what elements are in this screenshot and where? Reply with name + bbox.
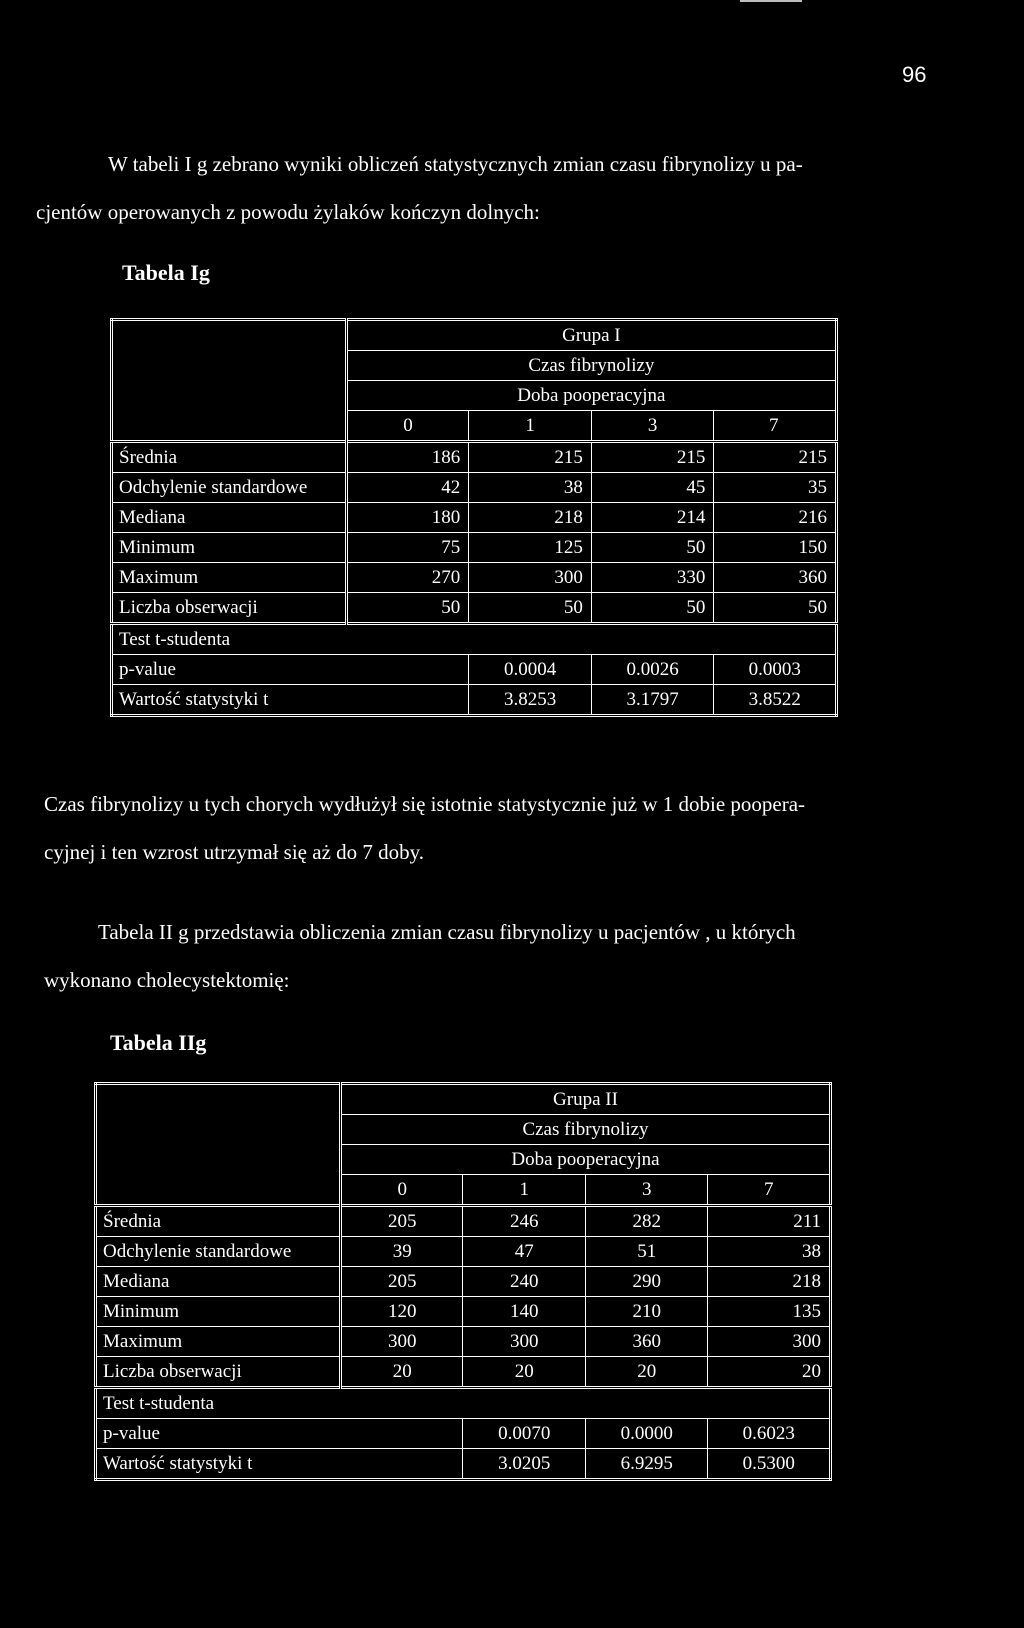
table-cell: 51 (585, 1237, 707, 1267)
table-row (96, 1267, 831, 1297)
table-cell: 215 (469, 442, 592, 473)
table1-group: Grupa I (346, 320, 836, 351)
intro-line-1: W tabeli I g zebrano wyniki obliczeń statystycznych zmian czasu fibrynolizy u pa- (108, 152, 803, 176)
conclusion-line-1: Czas fibrynolizy u tych chorych wydłużył się istotnie statystycznie już w 1 dobie poopera- (44, 792, 806, 816)
table-cell: 282 (585, 1206, 707, 1237)
intro-line-2: cjentów operowanych z powodu żylaków kończyn dolnych: (36, 200, 540, 224)
table-row (96, 1237, 831, 1267)
table-cell: 0.5300 (708, 1449, 831, 1480)
table2-day-header: 3 (585, 1175, 707, 1206)
table-cell: 205 (340, 1267, 462, 1297)
table-cell: 218 (708, 1267, 831, 1297)
table-cell: 186 (346, 442, 469, 473)
table2-day-header: 7 (708, 1175, 831, 1206)
table-row (96, 1206, 831, 1237)
table1-period: Doba pooperacyjna (346, 381, 836, 411)
table-cell: 215 (591, 442, 714, 473)
table-row (112, 503, 837, 533)
table-cell: 50 (469, 593, 592, 624)
table-cell: 39 (340, 1237, 462, 1267)
table-cell: 246 (463, 1206, 585, 1237)
table1-day-header: 0 (346, 411, 469, 442)
table-cell: 270 (346, 563, 469, 593)
table-cell: 38 (708, 1237, 831, 1267)
row-label: Maximum (96, 1327, 341, 1357)
table-cell: 3.8253 (469, 685, 592, 716)
table-cell: 120 (340, 1297, 462, 1327)
table-cell: 214 (591, 503, 714, 533)
table-cell: 0.0026 (591, 655, 714, 685)
table-cell: 215 (714, 442, 837, 473)
table1 (110, 318, 838, 717)
table-cell: 0.0000 (585, 1419, 707, 1449)
table2-group: Grupa II (340, 1084, 830, 1115)
table-cell: 125 (469, 533, 592, 563)
table-row (112, 563, 837, 593)
table-cell: 300 (708, 1327, 831, 1357)
table-row (96, 1297, 831, 1327)
table-cell: 205 (340, 1206, 462, 1237)
table-cell: 6.9295 (585, 1449, 707, 1480)
table1-corner-cell (112, 320, 347, 442)
table-cell: 218 (469, 503, 592, 533)
table-cell: 210 (585, 1297, 707, 1327)
table-cell: 0.0003 (714, 655, 837, 685)
tstat-label: Wartość statystyki t (96, 1449, 463, 1480)
conclusion-paragraph (44, 780, 944, 876)
table-cell: 50 (346, 593, 469, 624)
table2-corner-cell (96, 1084, 341, 1206)
top-rule (740, 0, 802, 2)
table-cell: 150 (714, 533, 837, 563)
table-row (112, 533, 837, 563)
table-cell: 20 (708, 1357, 831, 1388)
table2 (94, 1082, 832, 1481)
table2-day-header: 1 (463, 1175, 585, 1206)
row-label: Średnia (112, 442, 347, 473)
table-cell: 45 (591, 473, 714, 503)
page-number: 96 (902, 62, 927, 87)
table-row (96, 1357, 831, 1388)
table2-day-header: 0 (340, 1175, 462, 1206)
table-cell: 50 (714, 593, 837, 624)
table-row (112, 624, 837, 655)
intro2-line-1: Tabela II g przedstawia obliczenia zmian czasu fibrynolizy u pacjentów , u których (98, 920, 796, 944)
table-cell: 140 (463, 1297, 585, 1327)
pvalue-label: p-value (96, 1419, 463, 1449)
table-row (112, 685, 837, 716)
table-row (112, 473, 837, 503)
table1-day-header: 3 (591, 411, 714, 442)
table-cell: 75 (346, 533, 469, 563)
table-cell: 300 (340, 1327, 462, 1357)
table-cell: 35 (714, 473, 837, 503)
row-label: Liczba obserwacji (112, 593, 347, 624)
table2-measure: Czas fibrynolizy (340, 1115, 830, 1145)
table-cell: 20 (340, 1357, 462, 1388)
row-label: Maximum (112, 563, 347, 593)
table-row (96, 1419, 831, 1449)
row-label: Odchylenie standardowe (96, 1237, 341, 1267)
table-cell: 47 (463, 1237, 585, 1267)
table-cell: 240 (463, 1267, 585, 1297)
table1-caption: Tabela Ig (122, 260, 210, 285)
table-cell: 360 (714, 563, 837, 593)
row-label: Średnia (96, 1206, 341, 1237)
row-label: Odchylenie standardowe (112, 473, 347, 503)
table-cell: 42 (346, 473, 469, 503)
table-cell: 330 (591, 563, 714, 593)
tstat-label: Wartość statystyki t (112, 685, 469, 716)
table-cell: 3.8522 (714, 685, 837, 716)
table-cell: 3.0205 (463, 1449, 585, 1480)
table-cell: 38 (469, 473, 592, 503)
table-cell: 0.0004 (469, 655, 592, 685)
table1-day-header: 1 (469, 411, 592, 442)
table-row (112, 593, 837, 624)
table-cell: 216 (714, 503, 837, 533)
row-label: Mediana (96, 1267, 341, 1297)
row-label: Mediana (112, 503, 347, 533)
test-label: Test t-studenta (96, 1388, 831, 1419)
row-label: Minimum (96, 1297, 341, 1327)
conclusion-line-2: cyjnej i ten wzrost utrzymał się aż do 7 doby. (44, 840, 425, 864)
table-cell: 180 (346, 503, 469, 533)
table-row (96, 1449, 831, 1480)
table-cell: 50 (591, 533, 714, 563)
table-cell: 290 (585, 1267, 707, 1297)
test-label: Test t-studenta (112, 624, 837, 655)
row-label: Liczba obserwacji (96, 1357, 341, 1388)
table-cell: 0.6023 (708, 1419, 831, 1449)
table-cell: 211 (708, 1206, 831, 1237)
table2-caption: Tabela IIg (110, 1030, 207, 1055)
table-cell: 0.0070 (463, 1419, 585, 1449)
table-cell: 3.1797 (591, 685, 714, 716)
table1-day-header: 7 (714, 411, 837, 442)
pvalue-label: p-value (112, 655, 469, 685)
table-cell: 20 (463, 1357, 585, 1388)
table-row (96, 1327, 831, 1357)
row-label: Minimum (112, 533, 347, 563)
table-row (96, 1388, 831, 1419)
table1-measure: Czas fibrynolizy (346, 351, 836, 381)
table-cell: 300 (463, 1327, 585, 1357)
table-cell: 300 (469, 563, 592, 593)
table-cell: 20 (585, 1357, 707, 1388)
table-cell: 360 (585, 1327, 707, 1357)
table-cell: 135 (708, 1297, 831, 1327)
table2-period: Doba pooperacyjna (340, 1145, 830, 1175)
table-row (112, 442, 837, 473)
intro2-line-2: wykonano cholecystektomię: (44, 968, 290, 992)
table-row (112, 655, 837, 685)
intro2-paragraph (44, 908, 944, 1004)
intro-paragraph (36, 140, 928, 236)
table-cell: 50 (591, 593, 714, 624)
